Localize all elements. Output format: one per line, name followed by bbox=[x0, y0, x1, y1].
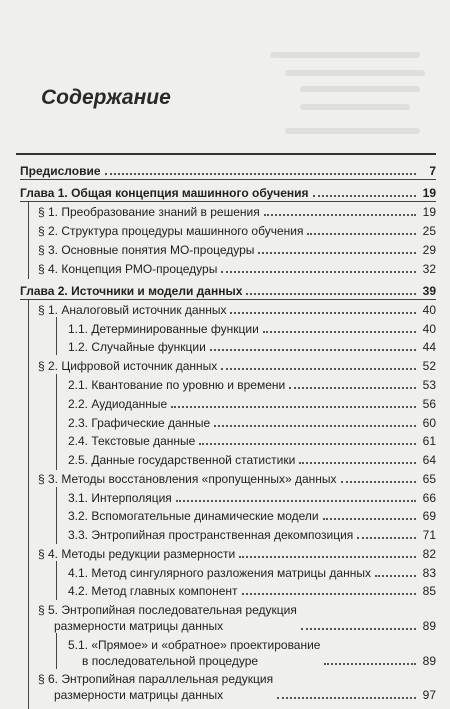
leader-dots bbox=[258, 252, 416, 254]
toc-entry-page: 19 bbox=[422, 205, 436, 219]
toc-entry bbox=[38, 242, 436, 258]
leader-dots bbox=[313, 195, 416, 197]
leader-dots bbox=[199, 443, 416, 445]
toc-entry-page: 65 bbox=[422, 472, 436, 486]
toc-entry bbox=[68, 452, 436, 468]
toc-entry-title: Глава 1. Общая концепция машинного обучения bbox=[20, 186, 309, 200]
toc-entry bbox=[38, 204, 436, 220]
leader-dots bbox=[289, 387, 416, 389]
toc-entry bbox=[38, 261, 436, 277]
toc-entry-page: 44 bbox=[422, 340, 436, 354]
toc-entry bbox=[68, 565, 436, 581]
toc-entry-page: 85 bbox=[422, 584, 436, 598]
toc-entry-page: 71 bbox=[422, 528, 436, 542]
section-5-guide-line bbox=[56, 633, 57, 669]
leader-dots bbox=[341, 481, 416, 483]
section-2-guide-line bbox=[56, 374, 57, 470]
toc-entry-title: 3.2. Вспомогательные динамические модели bbox=[68, 509, 319, 523]
chapter-1-guide-line bbox=[28, 201, 29, 279]
toc-entry-title: Глава 2. Источники и модели данных bbox=[20, 284, 243, 298]
toc-entry bbox=[68, 415, 436, 431]
leader-dots bbox=[307, 233, 416, 235]
leader-dots bbox=[277, 697, 416, 699]
leader-dots bbox=[263, 331, 416, 333]
leader-dots bbox=[301, 628, 416, 630]
toc-entry-title: § 6. Энтропийная параллельная редукция размерности матрицы данных bbox=[38, 672, 274, 702]
toc-entry-page: 32 bbox=[422, 262, 436, 276]
toc-entry-title: 2.1. Квантование по уровню и времени bbox=[68, 378, 286, 392]
toc-entry-title: § 1. Аналоговый источник данных bbox=[38, 303, 227, 317]
leader-dots bbox=[214, 425, 416, 427]
toc-entry bbox=[68, 508, 436, 524]
toc-entry-title: 2.5. Данные государственной статистики bbox=[68, 453, 296, 467]
toc-entry-title: 5.1. «Прямое» и «обратное» проектирование в последовательной процедуре bbox=[68, 638, 321, 668]
toc-entry-page: 25 bbox=[422, 224, 436, 238]
toc-entry-title: § 2. Структура процедуры машинного обучения bbox=[38, 224, 304, 238]
toc-chapter-entry bbox=[20, 185, 436, 202]
toc-entry-page: 53 bbox=[422, 378, 436, 392]
toc-entry-title: 4.1. Метод сингулярного разложения матрицы данных bbox=[68, 566, 371, 580]
toc-chapter-entry bbox=[20, 283, 436, 300]
leader-dots bbox=[246, 293, 416, 295]
leader-dots bbox=[171, 406, 416, 408]
toc-entry bbox=[38, 546, 436, 562]
toc-entry-title: § 3. Методы восстановления «пропущенных» данных bbox=[38, 472, 337, 486]
toc-entry-title: 4.2. Метод главных компонент bbox=[68, 584, 238, 598]
toc-entry-page: 83 bbox=[422, 566, 436, 580]
toc-entry-page: 40 bbox=[422, 322, 436, 336]
toc-entry bbox=[68, 433, 436, 449]
toc-entry-title: Предисловие bbox=[20, 164, 101, 178]
toc-entry-page: 52 bbox=[422, 359, 436, 373]
toc-entry bbox=[68, 637, 436, 669]
leader-dots bbox=[221, 368, 416, 370]
toc-entry-title: § 2. Цифровой источник данных bbox=[38, 359, 218, 373]
page-title: Содержание bbox=[41, 86, 171, 109]
leader-dots bbox=[299, 462, 416, 464]
section-3-guide-line bbox=[56, 487, 57, 544]
toc-entry bbox=[38, 302, 436, 318]
toc-entry-page: 69 bbox=[422, 509, 436, 523]
toc-entry-title: 2.2. Аудиоданные bbox=[68, 397, 168, 411]
leader-dots bbox=[221, 271, 416, 273]
toc-entry-title: § 4. Концепция РМО-процедуры bbox=[38, 262, 218, 276]
toc-entry-title: 3.1. Интерполяция bbox=[68, 491, 172, 505]
toc-entry-page: 29 bbox=[422, 243, 436, 257]
leader-dots bbox=[264, 214, 416, 216]
toc-entry-title: § 3. Основные понятия МО-процедуры bbox=[38, 243, 255, 257]
toc-entry-page: 97 bbox=[422, 688, 436, 702]
toc-entry-page: 7 bbox=[429, 164, 436, 178]
leader-dots bbox=[176, 500, 416, 502]
section-4-guide-line bbox=[56, 561, 57, 600]
leader-dots bbox=[230, 312, 416, 314]
toc-entry bbox=[38, 358, 436, 374]
toc-chapter-entry bbox=[20, 163, 436, 180]
toc-entry-title: 1.1. Детерминированные функции bbox=[68, 322, 259, 336]
toc-entry-title: § 4. Методы редукции размерности bbox=[38, 547, 236, 561]
toc-entry bbox=[68, 339, 436, 355]
toc-entry-page: 89 bbox=[422, 654, 436, 668]
toc-entry-page: 40 bbox=[422, 303, 436, 317]
chapter-2-guide-line bbox=[28, 299, 29, 709]
toc-entry bbox=[38, 671, 436, 703]
toc-entry bbox=[38, 223, 436, 239]
toc-entry-title: § 1. Преобразование знаний в решения bbox=[38, 205, 260, 219]
toc-entry-page: 82 bbox=[422, 547, 436, 561]
toc-entry-page: 19 bbox=[422, 186, 436, 200]
toc-entry bbox=[68, 527, 436, 543]
toc-entry bbox=[68, 396, 436, 412]
leader-dots bbox=[105, 173, 416, 175]
leader-dots bbox=[242, 593, 416, 595]
toc-entry-page: 39 bbox=[422, 284, 436, 298]
toc-entry-page: 89 bbox=[422, 619, 436, 633]
toc-entry bbox=[38, 471, 436, 487]
leader-dots bbox=[210, 349, 416, 351]
top-rule bbox=[16, 153, 436, 155]
toc-entry-title: 2.4. Текстовые данные bbox=[68, 434, 196, 448]
section-1-guide-line bbox=[56, 317, 57, 355]
toc-entry bbox=[68, 321, 436, 337]
toc-entry-page: 56 bbox=[422, 397, 436, 411]
toc-entry-page: 66 bbox=[422, 491, 436, 505]
toc-entry-title: 3.3. Энтропийная пространственная декомпозиция bbox=[68, 528, 354, 542]
toc-entry bbox=[38, 602, 436, 634]
toc-entry-title: 1.2. Случайные функции bbox=[68, 340, 206, 354]
leader-dots bbox=[375, 575, 416, 577]
leader-dots bbox=[324, 663, 416, 665]
toc-entry-page: 64 bbox=[422, 453, 436, 467]
toc-entry-page: 60 bbox=[422, 416, 436, 430]
toc-entry bbox=[68, 377, 436, 393]
toc-entry-page: 61 bbox=[422, 434, 436, 448]
toc-entry-title: § 5. Энтропийная последовательная редукция размерности матрицы данных bbox=[38, 603, 297, 633]
leader-dots bbox=[323, 518, 416, 520]
toc-entry-title: 2.3. Графические данные bbox=[68, 416, 211, 430]
leader-dots bbox=[239, 556, 416, 558]
toc-entry bbox=[68, 490, 436, 506]
leader-dots bbox=[357, 537, 416, 539]
toc-entry bbox=[68, 583, 436, 599]
